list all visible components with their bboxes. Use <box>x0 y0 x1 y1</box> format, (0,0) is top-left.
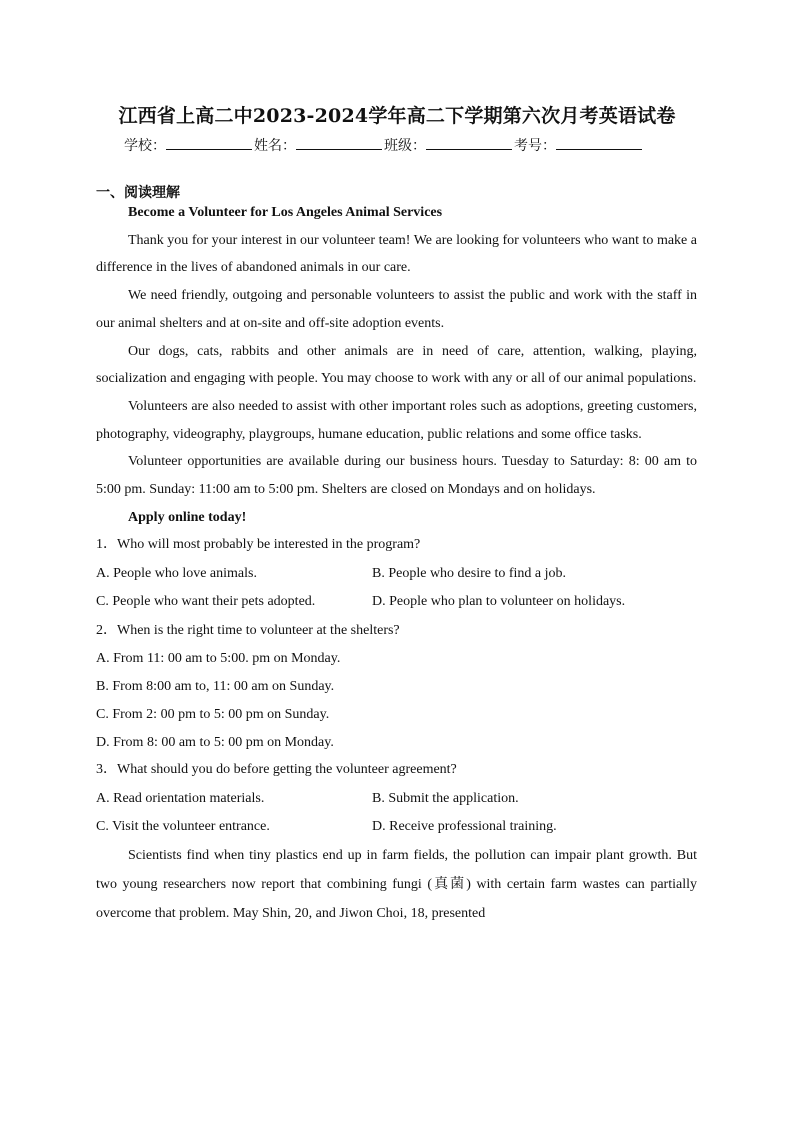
option-c: C. Visit the volunteer entrance. <box>96 819 270 835</box>
option-b: B. People who desire to find a job. <box>372 565 567 581</box>
school-label: 学校： <box>124 138 166 154</box>
option-d: D. People who plan to volunteer on holidays. <box>372 594 626 610</box>
option-a: A. People who love animals. <box>96 565 257 581</box>
option-d: D. From 8: 00 am to 5: 00 pm on Monday. <box>96 734 334 750</box>
section-heading: 一、阅读理解 <box>96 185 180 201</box>
passage-paragraph: Thank you for your interest in our volunteer team! We are looking for volunteers who want to make a difference in the lives of abandoned animals in our care. <box>96 232 697 276</box>
option-c: C. From 2: 00 pm to 5: 00 pm on Sunday. <box>96 706 330 722</box>
option-b: B. From 8:00 am to, 11: 00 am on Sunday. <box>96 679 335 695</box>
option-a: A. From 11: 00 am to 5:00. pm on Monday. <box>96 651 341 667</box>
passage-paragraph: Volunteers are also needed to assist with other important roles such as adoptions, greeting customers, photography, videography, playgroups, humane education, public relations and some office tasks. <box>96 398 697 442</box>
apply-line: Apply online today! <box>128 509 247 525</box>
option-d: D. Receive professional training. <box>372 819 557 835</box>
option-row <box>96 785 697 814</box>
option-b: B. Submit the application. <box>372 790 519 806</box>
class-label: 班级： <box>384 138 426 154</box>
name-blank <box>296 135 382 150</box>
passage-paragraph: Our dogs, cats, rabbits and other animals are in need of care, attention, walking, playing, socialization and engaging with people. You may choose to work with any or all of our animal populations. <box>96 343 697 387</box>
option-row <box>96 560 697 589</box>
exam-number-label: 考号： <box>514 138 556 154</box>
exam-number-blank <box>556 135 642 150</box>
page-title: 江西省上高二中2023-2024学年高二下学期第六次月考英语试卷 <box>118 105 676 127</box>
option-row <box>96 813 697 842</box>
option-a: A. Read orientation materials. <box>96 790 265 806</box>
option-c: C. People who want their pets adopted. <box>96 594 316 610</box>
question-stem: 3．What should you do before getting the volunteer agreement? <box>96 762 457 778</box>
passage-paragraph: Volunteer opportunities are available during our business hours. Tuesday to Saturday: 8: 00 am to 5:00 pm. Sunday: 11:00 am to 5:00 pm. Shelters are closed on Mondays and on holidays. <box>96 454 697 498</box>
reading-content <box>96 199 697 928</box>
passage-title: Become a Volunteer for Los Angeles Animal Services <box>128 205 443 220</box>
option-row <box>96 588 697 617</box>
passage-paragraph: Scientists find when tiny plastics end up in farm fields, the pollution can impair plant growth. But two young researchers now report that combining fungi (真菌) with certain farm wastes can partially overcome that problem. May Shin, 20, and Jiwon Choi, 18, presented <box>96 847 697 921</box>
school-blank <box>166 135 252 150</box>
question-stem: 1．Who will most probably be interested in the program? <box>96 537 421 553</box>
question-stem: 2．When is the right time to volunteer at the shelters? <box>96 622 400 638</box>
student-info-row <box>124 135 684 155</box>
name-label: 姓名： <box>254 138 296 154</box>
class-blank <box>426 135 512 150</box>
passage-paragraph: We need friendly, outgoing and personable volunteers to assist the public and work with the staff in our animal shelters and at on-site and off-site adoption events. <box>96 288 697 331</box>
